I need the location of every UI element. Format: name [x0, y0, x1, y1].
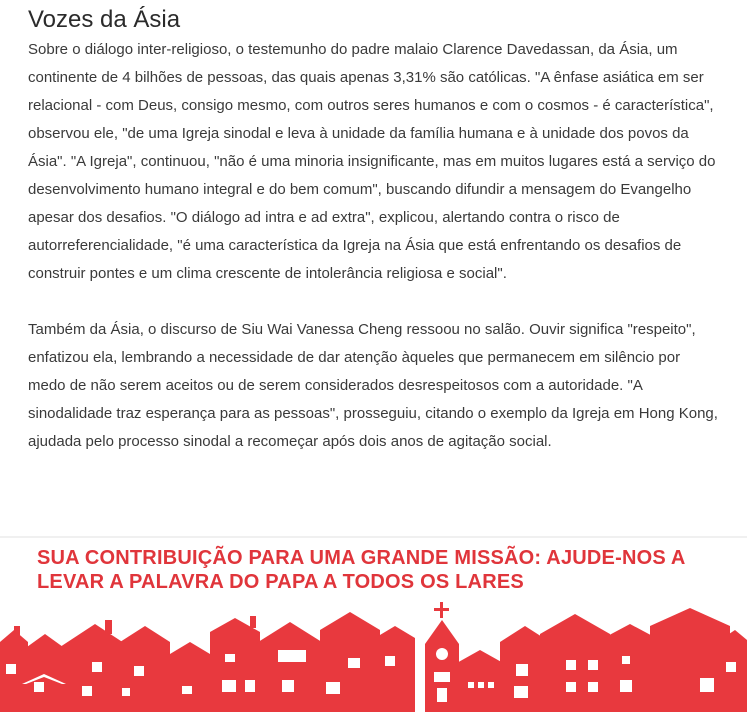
article-paragraph-1: Sobre o diálogo inter-religioso, o testemunho do padre malaio Clarence Davedassan, da Ásia, um continente de 4 bilhões de pessoas, das quais apenas 3,31% são católicas. "A ênfase asiática em ser relacional - com Deus, consigo mesmo, com outros seres humanos e com o cosmos - é característica", observou ele, "de uma Igreja sinodal e leva à unidade da família humana e à unidade dos povos da Ásia". "A Igreja", continuou, "não é uma minoria insignificante, mas em muitos lugares está a serviço do desenvolvimento humano integral e do bem comum", buscando difundir a mensagem do Evangelho apesar dos desafios. "O diálogo ad intra e ad extra", explicou, alertando contra o risco de autorreferencialidade, "é uma característica da Igreja na Ásia que está enfrentando os desafios de construir pontes e um clima crescente de intolerância religiosa e social". — [28, 41, 716, 282]
town-skyline-illustration — [0, 602, 747, 712]
article — [28, 0, 718, 456]
donation-title[interactable] — [37, 546, 717, 594]
donation-banner[interactable] — [0, 536, 747, 712]
article-paragraph-2: Também da Ásia, o discurso de Siu Wai Vanessa Cheng ressoou no salão. Ouvir significa "respeito", enfatizou ela, lembrando a necessidade de dar atenção àqueles que permanecem em silêncio por medo de não serem aceitos ou de serem considerados desrespeitosos com a autoridade. "A sinodalidade traz esperança para as pessoas", prosseguiu, citando o exemplo da Igreja em Hong Kong, ajudada pelo processo sinodal a recomeçar após dois anos de agitação social. — [28, 321, 718, 450]
donation-title-line-1: SUA CONTRIBUIÇÃO PARA UMA GRANDE MISSÃO: AJUDE-NOS A — [37, 547, 686, 569]
donation-title-line-2: LEVAR A PALAVRA DO PAPA A TODOS OS LARES — [37, 571, 524, 593]
section-title: Vozes da Ásia — [28, 6, 181, 33]
